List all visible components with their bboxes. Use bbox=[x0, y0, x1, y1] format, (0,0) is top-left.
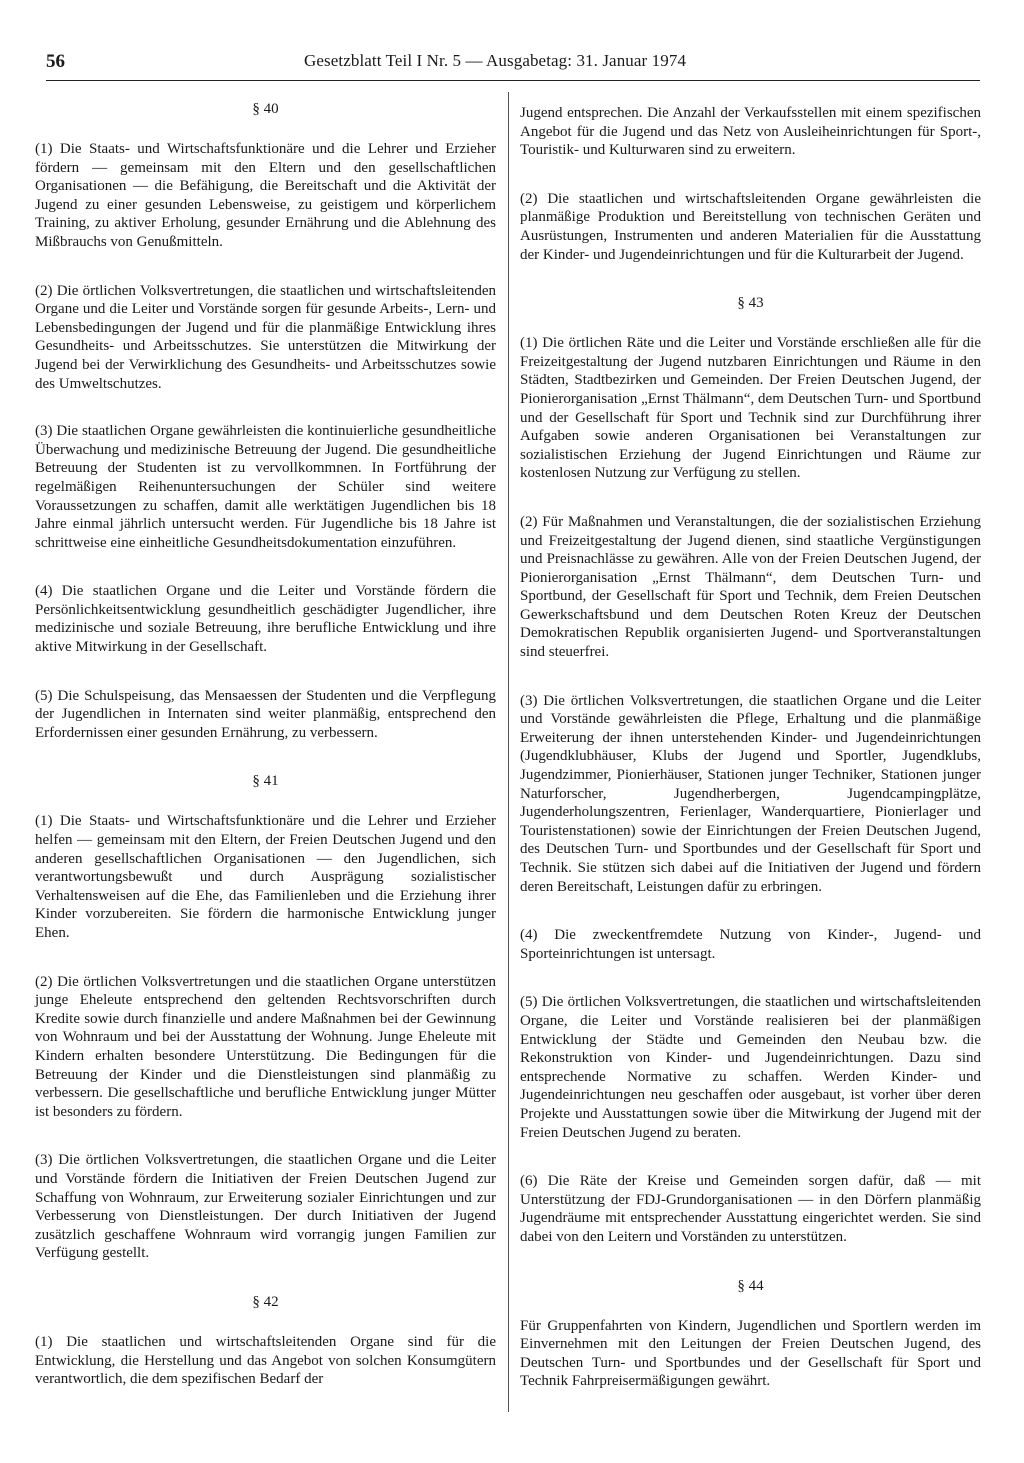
paragraph: (3) Die örtlichen Volksvertretungen, die staatlichen Organe und die Leiter und Vorstände gewährleisten die Pflege, Erhaltung und die planmäßige Erweiterung der ihnen unterstehenden Kinder- und Jugendeinrichtungen (Jugendklubhäuser, Klubs der Jugend und Sportler, Jugendklubs, Jugendzimmer, Pionierhäuser, Stationen junger Techniker, Stationen junger Naturforscher, Jugendherbergen, Jugendcampingplätze, Jugenderholungszentren, Ferienlager, Wanderquartiere, Pionierlager und Touristenstationen) sowie der Einrichtungen der Freien Deutschen Jugend, des Deutschen Turn- und Sportbundes und der Gesellschaft für Sport und Technik. Sie stützen sich dabei auf die Initiativen der Jugend und fördern deren Bereitschaft, Leistungen dafür zu erbringen. bbox=[520, 692, 981, 895]
paragraph: (2) Für Maßnahmen und Veranstaltungen, die der sozialistischen Erziehung und Freizeitgestaltung der Jugend dienen, sind staatliche Vergünstigungen und Preisnachlässe zu gewähren. Alle von der Freien Deutschen Jugend, der Pionierorganisation „Ernst Thälmann“, dem Deutschen Turn- und Sportbund, der Gesellschaft für Sport und Technik, dem Freien Deutschen Gewerkschaftsbund und dem Deutschen Roten Kreuz der Deutschen Demokratischen Republik organisierten Jugend- und Sportveranstaltungen sind steuerfrei. bbox=[520, 513, 981, 661]
paragraph: (4) Die staatlichen Organe und die Leiter und Vorstände fördern die Persönlichkeitsentwicklung gesundheitlich geschädigter Jugendlicher, ihre medizinische und soziale Betreuung, ihre berufliche Entwicklung und ihre aktive Mitwirkung in der Gesellschaft. bbox=[35, 583, 496, 656]
section-heading: § 42 bbox=[252, 1293, 279, 1310]
paragraph: (3) Die staatlichen Organe gewährleisten die kontinuierliche gesundheitliche Überwachung und medizinische Betreuung der Jugend. Die gesundheitliche Betreuung der Studenten ist zu vervollkommnen. In Fortführung der regelmäßigen Reihenuntersuchungen der Schüler sind weitere Voraussetzungen zu schaffen, damit alle werktätigen Jugendlichen bis 18 Jahre einmal jährlich untersucht werden. Für Jugendliche bis 18 Jahre ist schrittweise eine einheitliche Gesundheitsdokumentation einzuführen. bbox=[35, 423, 496, 551]
page-number: 56 bbox=[46, 51, 65, 72]
paragraph: (2) Die staatlichen und wirtschaftsleitenden Organe gewährleisten die planmäßige Produktion und Bereitstellung von technischen Geräten und Ausrüstungen, Instrumenten und anderen Materialien für die Ausstattung der Kinder- und Jugendeinrichtungen und für die Kulturarbeit der Jugend. bbox=[520, 190, 981, 263]
paragraph: (5) Die örtlichen Volksvertretungen, die staatlichen und wirtschaftsleitenden Organe, die Leiter und Vorstände realisieren bei der planmäßigen Entwicklung der Städte und Gemeinden den Neubau bzw. die Rekonstruktion von Kinder- und Jugendeinrichtungen. Dazu sind entsprechende Normative zu schaffen. Werden Kinder- und Jugendeinrichtungen neu geschaffen oder ausgebaut, ist vorher über deren Projekte und Ausstattungen sowie über die Mitwirkung der Jugend mit der Freien Deutschen Jugend zu beraten. bbox=[520, 994, 981, 1141]
header-title: Gesetzblatt Teil I Nr. 5 — Ausgabetag: 31. Januar 1974 bbox=[304, 51, 687, 70]
section-heading: § 41 bbox=[252, 773, 279, 790]
paragraph: (1) Die Staats- und Wirtschaftsfunktionäre und die Lehrer und Erzieher fördern — gemeinsam mit den Eltern und den gesellschaftlichen Organisationen — die Befähigung, die Bereitschaft und die Aktivität der Jugend zu einer gesunden Lebensweise, zu geistigem und körperlichem Training, zu aktiver Erholung, gesunder Ernährung und die Ablehnung des Mißbrauchs von Genußmitteln. bbox=[35, 141, 496, 250]
section-heading: § 40 bbox=[252, 101, 279, 117]
section-heading: § 44 bbox=[737, 1277, 764, 1294]
left-column bbox=[35, 100, 496, 1389]
paragraph: (6) Die Räte der Kreise und Gemeinden sorgen dafür, daß — mit Unterstützung der FDJ-Grundorganisationen — in den Dörfern planmäßig Jugendräume mit entsprechender Ausstattung eingerichtet werden. Sie sind dabei von den Leitern und Vorständen zu unterstützen. bbox=[520, 1173, 981, 1245]
paragraph: (1) Die Staats- und Wirtschaftsfunktionäre und die Lehrer und Erzieher helfen — gemeinsam mit den Eltern, der Freien Deutschen Jugend und den anderen gesellschaftlichen Organisationen — den Jugendlichen, sich verantwortungsbewußt und durch Ausprägung sozialistischer Verhaltensweisen auf die Ehe, das Familienleben und die Erziehung ihrer Kinder vorzubereiten. Sie fördern die harmonische Entwicklung junger Ehen. bbox=[35, 813, 496, 941]
column-divider bbox=[508, 92, 509, 1412]
paragraph: (2) Die örtlichen Volksvertretungen, die staatlichen und wirtschaftsleitenden Organe und die Leiter und Vorstände sorgen für gesunde Arbeits-, Lern- und Lebensbedingungen der Jugend und für die planmäßige Entwicklung ihres Gesundheits- und Arbeitsschutzes. Sie unterstützen die Mitwirkung der Jugend bei der Verwirklichung des Gesundheits- und Arbeitsschutzes sowie des Umweltschutzes. bbox=[35, 282, 496, 392]
paragraph: Jugend entsprechen. Die Anzahl der Verkaufsstellen mit einem spezifischen Angebot für die Jugend und das Netz von Ausleiheinrichtungen für Sport-, Touristik- und Kulturwaren sind zu erweitern. bbox=[520, 105, 981, 159]
right-column bbox=[520, 104, 981, 1391]
paragraph: Für Gruppenfahrten von Kindern, Jugendlichen und Sportlern werden im Einvernehmen mit den Leitungen der Freien Deutschen Jugend, des Deutschen Turn- und Sportbundes und der Gesellschaft für Sport und Technik Fahrpreisermäßigungen gewährt. bbox=[520, 1317, 981, 1390]
paragraph: (1) Die staatlichen und wirtschaftsleitenden Organe sind für die Entwicklung, die Herstellung und das Angebot von solchen Konsumgütern verantwortlich, die dem spezifischen Bedarf der bbox=[35, 1333, 496, 1388]
paragraph: (3) Die örtlichen Volksvertretungen, die staatlichen Organe und die Leiter und Vorstände fördern die Initiativen der Freien Deutschen Jugend zur Schaffung von Wohnraum, zur Erweiterung sozialer Einrichtungen und zur Verbesserung von Dienstleistungen. Der durch Initiativen der Jugend zusätzlich geschaffene Wohnraum wird vorrangig jungen Familien zur Verfügung gestellt. bbox=[35, 1152, 496, 1262]
paragraph: (1) Die örtlichen Räte und die Leiter und Vorstände erschließen alle für die Freizeitgestaltung der Jugend nutzbaren Einrichtungen und Räume in den Städten, Stadtbezirken und Gemeinden. Der Freien Deutschen Jugend, der Pionierorganisation „Ernst Thälmann“, dem Deutschen Turn- und Sportbund und der Gesellschaft für Sport und Technik sind zur Durchführung ihrer Aufgaben sowie anderen Organisationen bei Veranstaltungen zur sozialistischen Erziehung der Jugend Einrichtungen und Räume zur kostenlosen Nutzung zur Verfügung zu stellen. bbox=[520, 335, 981, 482]
page-header bbox=[46, 51, 980, 77]
paragraph: (2) Die örtlichen Volksvertretungen und die staatlichen Organe unterstützen junge Eheleute entsprechend den geltenden Rechtsvorschriften durch Kredite sowie durch finanzielle und andere Maßnahmen bei der Gewinnung von Wohnraum und bei der Ausstattung der Wohnung. Junge Eheleute mit Kindern erhalten besondere Unterstützung. Die Bedingungen für die Betreuung der Kinder und die Dienstleistungen sind planmäßig zu verbessern. Die gesellschaftliche und berufliche Entwicklung junger Mütter ist besonders zu fördern. bbox=[35, 973, 496, 1120]
header-rule bbox=[46, 80, 980, 81]
paragraph: (4) Die zweckentfremdete Nutzung von Kinder-, Jugend- und Sporteinrichtungen ist untersagt. bbox=[520, 927, 981, 962]
section-heading: § 43 bbox=[737, 295, 764, 312]
paragraph: (5) Die Schulspeisung, das Mensaessen der Studenten und die Verpflegung der Jugendlichen in Internaten sind weiter planmäßig, entsprechend den Erfordernissen einer gesunden Ernährung, zu verbessern. bbox=[35, 687, 496, 741]
